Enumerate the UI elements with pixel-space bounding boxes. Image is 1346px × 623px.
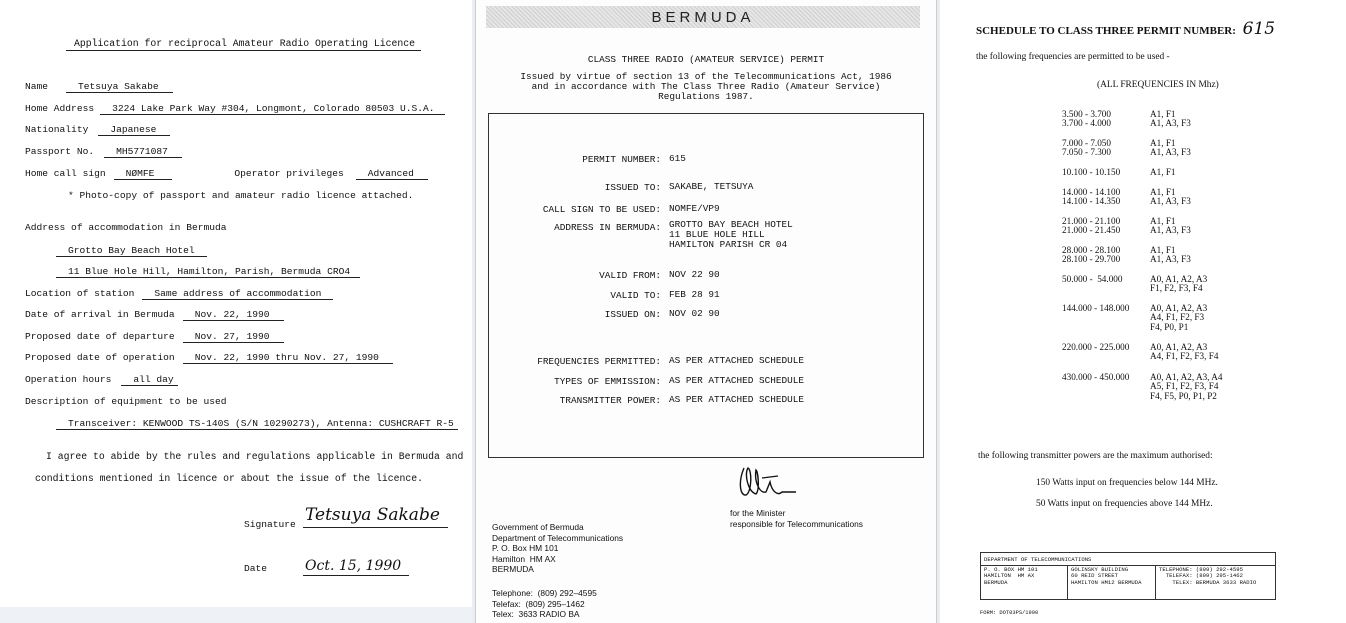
hours-value: all day [121,374,177,386]
band-freq-5: 28.000 - 28.100 28.100 - 29.700 [1062,245,1121,265]
call-sign-row: Home call sign NØMFE Operator privileges Advanced [25,168,428,180]
accommodation-line1: Grotto Bay Beach Hotel [56,245,207,257]
permit-details-box [488,113,924,458]
schedule-units: (ALL FREQUENCIES IN Mhz) [1097,80,1219,90]
equipment-label: Description of equipment to be used [25,396,227,407]
application-title: Application for reciprocal Amateur Radio Operating Licence [66,38,421,51]
location-value: Same address of accommodation [142,288,333,300]
arrival-value: Nov. 22, 1990 [183,309,284,321]
privileges-value: Advanced [356,168,428,180]
band-modes-9: A0, A1, A2, A3, A4 A5, F1, F2, F3, F4 F4, F5, P0, P1, P2 [1150,372,1223,401]
issued-to-label: ISSUED TO: [604,182,661,193]
power-intro: the following transmitter powers are the maximum authorised: [978,451,1213,461]
departure-row: Proposed date of departure Nov. 27, 1990 [25,331,284,343]
band-modes-2: A1, F1 [1150,167,1176,177]
address-value: GROTTO BAY BEACH HOTEL 11 BLUE HOLE HILL HAMILTON PARISH CR 04 [669,219,793,250]
band-modes-6: A0, A1, A2, A3 F1, F2, F3, F4 [1150,274,1208,294]
hours-row: Operation hours all day [25,374,178,386]
minister-caption: for the Minister responsible for Telecommunications [730,508,863,529]
signature-label: Signature [244,519,296,530]
band-freq-2: 10.100 - 10.150 [1062,167,1121,177]
accommodation-line2: 11 Blue Hole Hill, Hamilton, Parish, Bermuda CRO4 [56,266,360,278]
accommodation-label: Address of accommodation in Bermuda [25,222,227,233]
call-sign-value: NØMFE [114,168,173,180]
schedule-intro: the following frequencies are permitted to be used - [976,52,1170,62]
permit-page [476,0,936,623]
band-modes-4: A1, F1 A1, A3, F3 [1150,216,1191,236]
power-value: AS PER ATTACHED SCHEDULE [669,394,805,405]
bermuda-banner: BERMUDA [486,6,920,28]
home-address-row: Home Address 3224 Lake Park Way #304, Longmont, Colorado 80503 U.S.A. [25,103,445,115]
power-limit-above: 50 Watts input on frequencies above 144 MHz. [1036,499,1213,509]
page-footer-bar [0,607,472,623]
power-label: TRANSMITTER POWER: [559,395,661,406]
government-contact: Telephone: (809) 292–4595 Telefax: (809) 295–1462 Telex: 3633 RADIO BA [492,588,597,619]
permit-number-label: PERMIT NUMBER: [582,154,661,165]
nationality-row: Nationality Japanese [25,124,170,136]
band-freq-7: 144.000 - 148.000 [1062,303,1130,313]
agreement-line1: I agree to abide by the rules and regulations applicable in Bermuda and [46,451,464,462]
band-freq-0: 3.500 - 3.700 3.700 - 4.000 [1062,109,1111,129]
band-modes-1: A1, F1 A1, A3, F3 [1150,138,1191,158]
passport-value: MH5771087 [104,146,182,158]
date-label: Date [244,563,268,574]
band-freq-4: 21.000 - 21.100 21.000 - 21.450 [1062,216,1121,236]
nationality-value: Japanese [98,124,170,136]
schedule-permit-number: 615 [1242,19,1276,39]
department-footer-table [980,552,1276,600]
home-address-value: 3224 Lake Park Way #304, Longmont, Colorado 80503 U.S.A. [100,103,444,115]
power-limit-below: 150 Watts input on frequencies below 144 MHz. [1036,478,1218,488]
department-po-box: P. O. BOX HM 101 HAMILTON HM AX BERMUDA [984,566,1038,586]
passport-row: Passport No. MH5771087 [25,146,182,158]
operation-row: Proposed date of operation Nov. 22, 1990 thru Nov. 27, 1990 [25,352,393,364]
operation-value: Nov. 22, 1990 thru Nov. 27, 1990 [183,352,393,364]
attachment-note: * Photo-copy of passport and amateur radio licence attached. [68,190,414,201]
departure-value: Nov. 27, 1990 [183,331,284,343]
band-freq-6: 50.000 - 54.000 [1062,274,1123,284]
equipment-value: Transceiver: KENWOOD TS-140S (S/N 10290273), Antenna: CUSHCRAFT R-5 [56,418,458,430]
band-modes-7: A0, A1, A2, A3 A4, F1, F2, F3 F4, P0, P1 [1150,303,1208,332]
valid-from-label: VALID FROM: [599,270,661,281]
address-label: ADDRESS IN BERMUDA: [554,222,661,233]
department-street: GOLINSKY BUILDING 60 REID STREET HAMILTON HM12 BERMUDA [1071,566,1142,586]
department-phone: TELEPHONE: (809) 292-4595 TELEFAX: (809) 295-1462 TELEX: BERMUDA 3633 RADIO [1159,566,1257,586]
band-modes-3: A1, F1 A1, A3, F3 [1150,187,1191,207]
location-row: Location of station Same address of accommodation [25,288,333,300]
issued-on-value: NOV 02 90 [669,308,720,319]
frequencies-label: FREQUENCIES PERMITTED: [537,356,661,367]
minister-signature [734,462,804,502]
band-freq-9: 430.000 - 450.000 [1062,372,1130,382]
issued-on-label: ISSUED ON: [604,309,661,320]
agreement-line2: conditions mentioned in licence or about the issue of the licence. [35,473,424,484]
application-page [0,0,472,623]
signature: Tetsuya Sakabe [303,505,448,528]
band-freq-1: 7.000 - 7.050 7.050 - 7.300 [1062,138,1111,158]
band-freq-8: 220.000 - 225.000 [1062,342,1130,352]
schedule-title: SCHEDULE TO CLASS THREE PERMIT NUMBER: 615 [976,19,1276,39]
permit-title: CLASS THREE RADIO (AMATEUR SERVICE) PERMIT [587,54,825,65]
name-value: Tetsuya Sakabe [66,81,173,93]
department-header: DEPARTMENT OF TELECOMMUNICATIONS [981,553,1275,566]
permit-issued-text: Issued by virtue of section 13 of the Telecommunications Act, 1986 and in accordance with The Class Three Radio (Amateur Service) Regulations 1987. [520,71,892,102]
emission-value: AS PER ATTACHED SCHEDULE [669,375,805,386]
government-address: Government of Bermuda Department of Telecommunications P. O. Box HM 101 Hamilton HM AX BERMUDA [492,522,624,574]
signed-date: Oct. 15, 1990 [303,558,409,576]
schedule-page [940,0,1346,623]
band-freq-3: 14.000 - 14.100 14.100 - 14.350 [1062,187,1121,207]
issued-to-value: SAKABE, TETSUYA [669,181,754,192]
call-sign-value: NOMFE/VP9 [669,203,720,214]
emission-label: TYPES OF EMMISSION: [554,376,661,387]
band-modes-5: A1, F1 A1, A3, F3 [1150,245,1191,265]
band-modes-8: A0, A1, A2, A3 A4, F1, F2, F3, F4 [1150,342,1219,362]
name-row: Name Tetsuya Sakabe [25,81,173,93]
valid-to-label: VALID TO: [610,290,661,301]
valid-to-value: FEB 28 91 [669,289,720,300]
band-modes-0: A1, F1 A1, A3, F3 [1150,109,1191,129]
call-sign-label: CALL SIGN TO BE USED: [542,204,661,215]
arrival-row: Date of arrival in Bermuda Nov. 22, 1990 [25,309,284,321]
permit-number-value: 615 [669,153,686,164]
form-number: FORM: DOT03PS/1990 [980,610,1039,616]
valid-from-value: NOV 22 90 [669,269,720,280]
frequencies-value: AS PER ATTACHED SCHEDULE [669,355,805,366]
